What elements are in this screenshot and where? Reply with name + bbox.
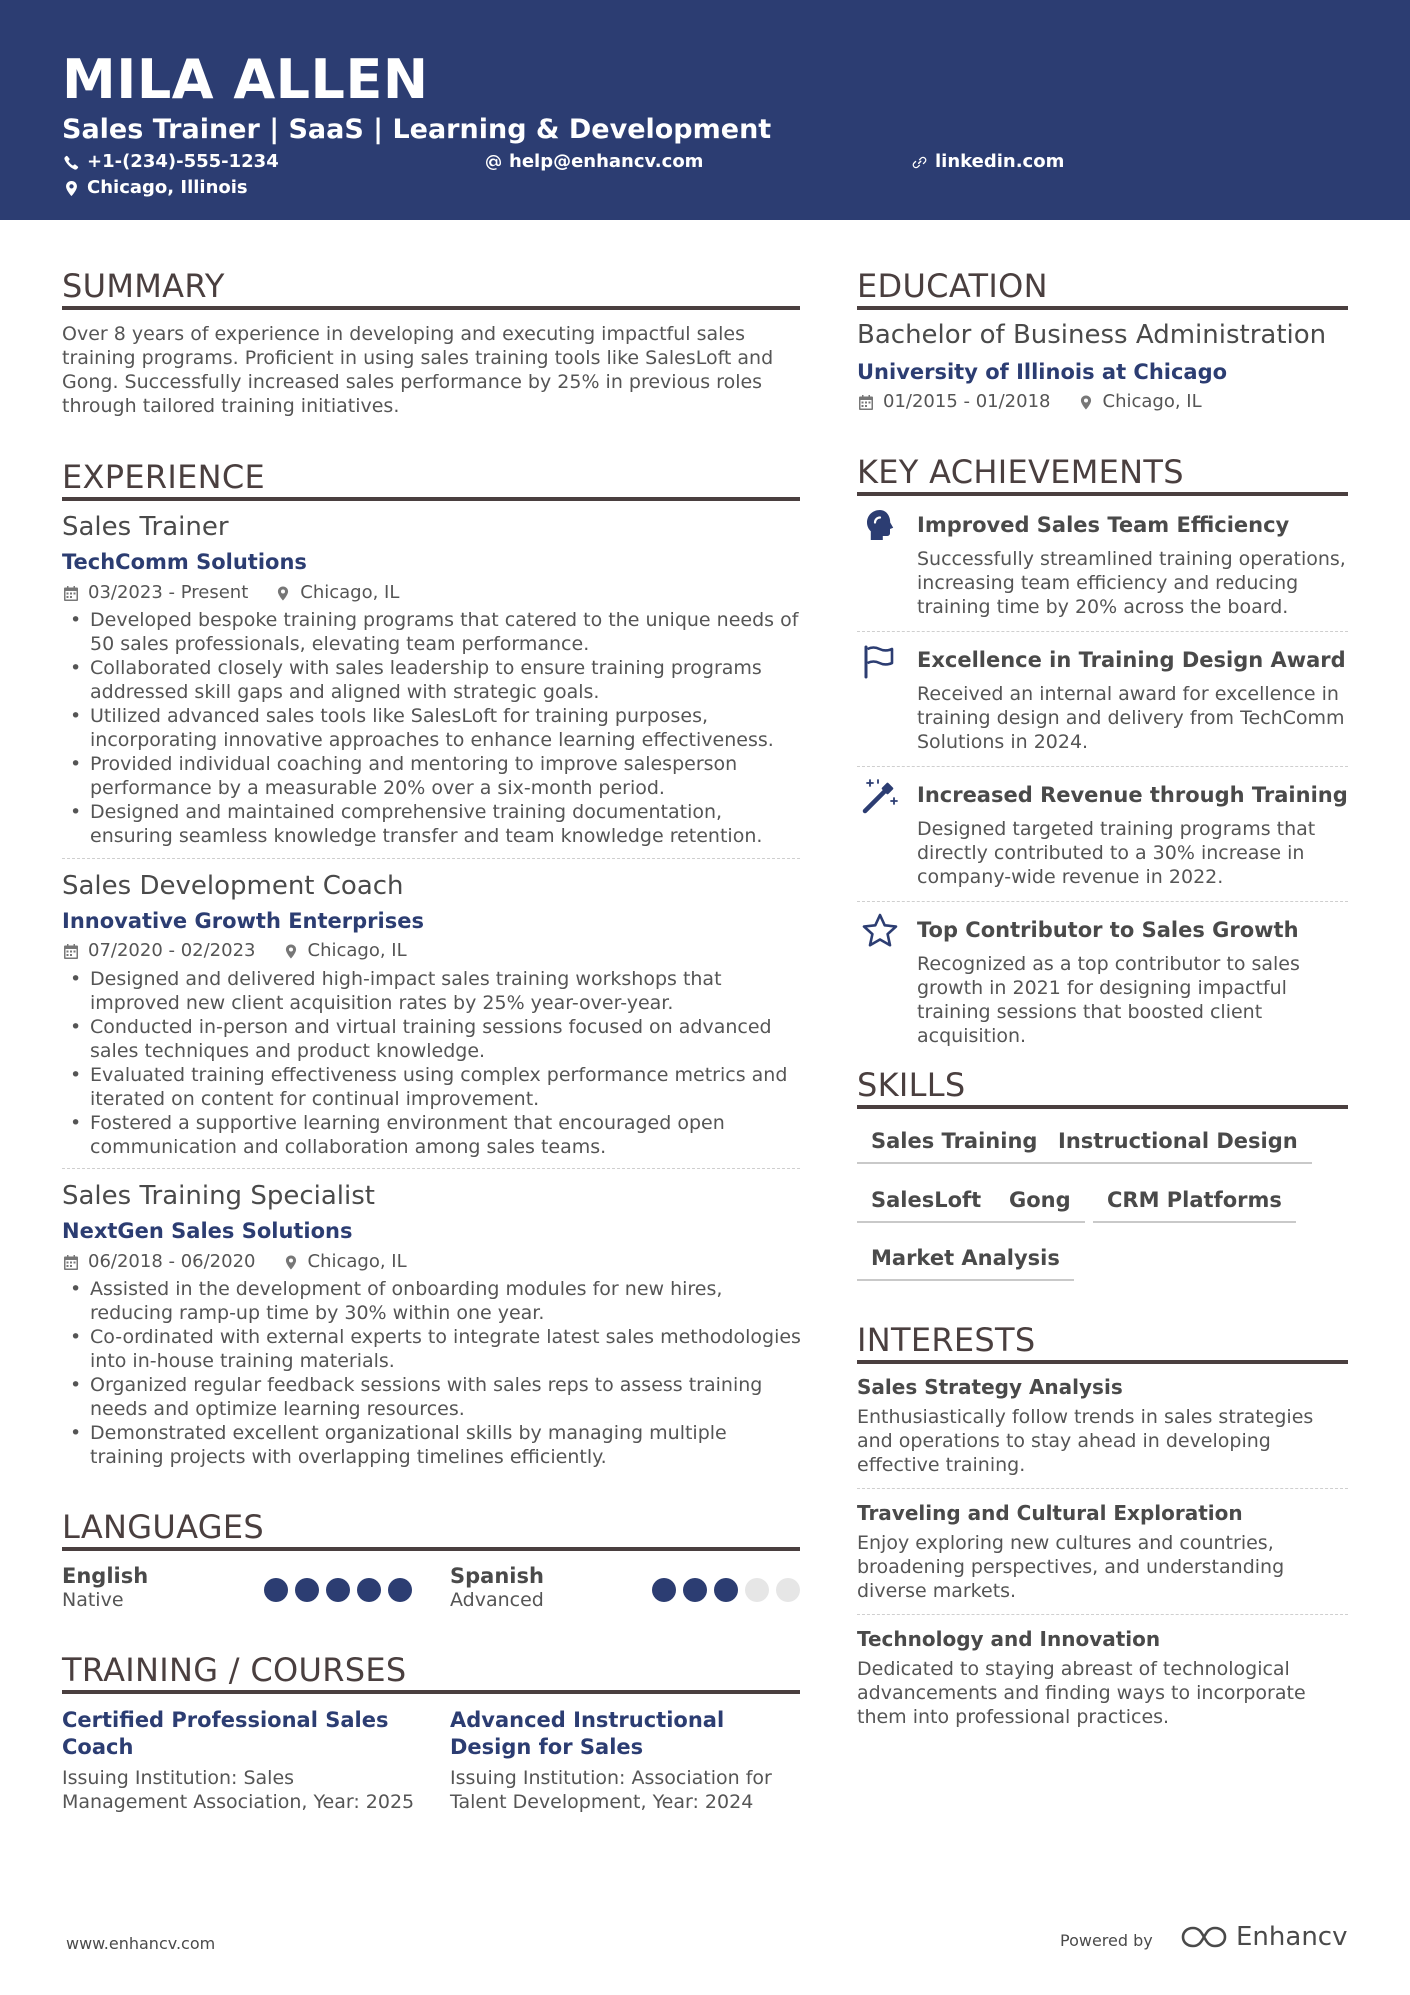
contact-location — [64, 176, 248, 200]
course-detail: Issuing Institution: Association for Talent Development, Year: 2024 — [450, 1767, 772, 1813]
rating-dot-empty — [745, 1578, 769, 1602]
job-company: TechComm Solutions — [62, 550, 307, 574]
course-title: Certified Professional Sales Coach — [62, 1708, 389, 1759]
list-item: • Designed and delivered high-impact sales training workshops that improved new client acquisition rates by 25% year-over-year. — [62, 967, 802, 1015]
candidate-title: Sales Trainer | SaaS | Learning & Development — [62, 114, 772, 145]
achievement-text: Recognized as a top contributor to sales growth in 2021 for designing impactful training sessions that boosted client acquisition. — [917, 953, 1300, 1047]
achievement-title: Improved Sales Team Efficiency — [917, 513, 1290, 537]
linkedin-text: linkedin.com — [935, 151, 1065, 172]
achievements-heading: KEY ACHIEVEMENTS — [857, 454, 1348, 496]
divider — [857, 1488, 1348, 1489]
course-item — [62, 1707, 422, 1814]
interest-text: Dedicated to staying abreast of technological advancements and finding ways to incorporate them into professional practices. — [857, 1658, 1306, 1728]
interest-item — [857, 1500, 1352, 1603]
experience-heading: EXPERIENCE — [62, 459, 800, 501]
achievement-title: Top Contributor to Sales Growth — [917, 918, 1299, 942]
language-name: Spanish — [450, 1564, 544, 1588]
interest-title: Sales Strategy Analysis — [857, 1375, 1123, 1399]
divider — [857, 766, 1348, 767]
divider — [857, 901, 1348, 902]
enhancv-logo-icon — [1180, 1924, 1228, 1950]
list-item: • Designed and maintained comprehensive training documentation, ensuring seamless knowledge transfer and team knowledge retention. — [62, 800, 802, 848]
language-rating — [652, 1578, 800, 1602]
skills-heading: SKILLS — [857, 1067, 1348, 1109]
list-item: • Provided individual coaching and mentoring to improve salesperson performance by a measurable 20% over a six-month period. — [62, 752, 802, 800]
education-heading: EDUCATION — [857, 268, 1348, 310]
list-item: • Developed bespoke training programs that catered to the unique needs of 50 sales professionals, elevating team performance. — [62, 608, 802, 656]
rating-dot-filled — [295, 1578, 319, 1602]
contact-email[interactable] — [486, 150, 703, 174]
language-item — [62, 1564, 148, 1612]
course-title: Advanced Instructional Design for Sales — [450, 1708, 725, 1759]
achievement-text: Designed targeted training programs that directly contributed to a 30% increase in company-wide revenue in 2022. — [917, 818, 1316, 888]
language-level: Native — [62, 1589, 124, 1611]
skill-tag: SalesLoft — [857, 1179, 995, 1223]
interest-text: Enjoy exploring new cultures and countries, broadening perspectives, and understanding diverse markets. — [857, 1532, 1285, 1602]
divider — [62, 858, 800, 859]
link-icon — [912, 155, 927, 170]
interest-title: Technology and Innovation — [857, 1627, 1161, 1651]
location-text: Chicago, Illinois — [87, 177, 248, 198]
job-role: Sales Development Coach — [62, 871, 404, 901]
school: University of Illinois at Chicago — [857, 360, 1228, 384]
calendar-icon — [64, 944, 78, 959]
enhancv-brand: Enhancv — [1236, 1922, 1348, 1952]
degree: Bachelor of Business Administration — [857, 320, 1327, 350]
star-icon — [860, 911, 900, 951]
list-item: • Collaborated closely with sales leadership to ensure training programs addressed skill gaps and aligned with strategic goals. — [62, 656, 802, 704]
phone-icon — [64, 155, 79, 170]
job-location: Chicago, IL — [307, 940, 407, 961]
job-meta — [64, 1251, 407, 1273]
list-item: • Assisted in the development of onboarding modules for new hires, reducing ramp-up time by 30% within one year. — [62, 1277, 802, 1325]
course-detail: Issuing Institution: Sales Management Association, Year: 2025 — [62, 1767, 415, 1813]
job-dates: 06/2018 - 06/2020 — [88, 1251, 256, 1272]
education-meta — [859, 391, 1202, 413]
calendar-icon — [64, 1255, 78, 1270]
job-dates: 03/2023 - Present — [88, 582, 249, 603]
job-role: Sales Training Specialist — [62, 1181, 375, 1211]
divider — [857, 631, 1348, 632]
language-rating — [264, 1578, 412, 1602]
contact-phone[interactable] — [64, 150, 279, 174]
location-pin-icon — [1079, 395, 1093, 410]
summary-heading: SUMMARY — [62, 268, 800, 310]
location-pin-icon — [284, 944, 298, 959]
education-dates: 01/2015 - 01/2018 — [883, 391, 1051, 412]
job-company: Innovative Growth Enterprises — [62, 909, 424, 933]
enhancv-logo[interactable] — [1180, 1922, 1347, 1952]
achievement-title: Excellence in Training Design Award — [917, 648, 1346, 672]
list-item: • Utilized advanced sales tools like SalesLoft for training purposes, incorporating innovative approaches to enhance learning effectiveness. — [62, 704, 802, 752]
rating-dot-empty — [776, 1578, 800, 1602]
skill-tag: Sales Training — [857, 1120, 1051, 1164]
education-location: Chicago, IL — [1102, 391, 1202, 412]
divider — [857, 1614, 1348, 1615]
rating-dot-filled — [683, 1578, 707, 1602]
phone-text: +1-(234)-555-1234 — [87, 151, 279, 172]
rating-dot-filled — [652, 1578, 676, 1602]
summary-text: Over 8 years of experience in developing and executing impactful sales training programs. Proficient in using sales training tools like SalesLoft and Gong. Successfully increased sales performance by 25% in previous roles through tailored training initiatives. — [62, 323, 774, 417]
job-company: NextGen Sales Solutions — [62, 1219, 353, 1243]
magic-wand-icon — [860, 776, 900, 816]
language-name: English — [62, 1564, 149, 1588]
rating-dot-filled — [264, 1578, 288, 1602]
email-text: help@enhancv.com — [509, 151, 704, 172]
head-icon — [860, 506, 900, 546]
skill-tag: Instructional Design — [1044, 1120, 1312, 1164]
list-item: • Conducted in-person and virtual training sessions focused on advanced sales techniques and product knowledge. — [62, 1015, 802, 1063]
interest-title: Traveling and Cultural Exploration — [857, 1501, 1243, 1525]
achievement-item — [917, 782, 1353, 889]
candidate-name: MILA ALLEN — [62, 48, 429, 111]
divider — [62, 1168, 800, 1169]
flag-icon — [860, 641, 900, 681]
list-item: • Demonstrated excellent organizational skills by managing multiple training projects with overlapping timelines efficiently. — [62, 1421, 802, 1469]
list-item: • Evaluated training effectiveness using complex performance metrics and iterated on content for continual improvement. — [62, 1063, 802, 1111]
training-heading: TRAINING / COURSES — [62, 1652, 800, 1694]
achievement-item — [917, 512, 1353, 619]
job-role: Sales Trainer — [62, 512, 229, 542]
language-item — [450, 1564, 544, 1612]
rating-dot-filled — [714, 1578, 738, 1602]
at-icon — [486, 155, 501, 170]
job-bullets — [62, 967, 802, 1159]
interests-heading: INTERESTS — [857, 1322, 1348, 1364]
job-meta — [64, 582, 399, 604]
calendar-icon — [64, 586, 78, 601]
list-item: • Organized regular feedback sessions with sales reps to assess training needs and optimize learning resources. — [62, 1373, 802, 1421]
interest-text: Enthusiastically follow trends in sales strategies and operations to stay ahead in developing effective training. — [857, 1406, 1314, 1476]
rating-dot-filled — [326, 1578, 350, 1602]
language-level: Advanced — [450, 1589, 544, 1611]
rating-dot-filled — [357, 1578, 381, 1602]
rating-dot-filled — [388, 1578, 412, 1602]
footer-powered-by: Powered by — [1060, 1931, 1153, 1950]
job-meta — [64, 940, 407, 962]
achievement-text: Successfully streamlined training operations, increasing team efficiency and reducing training time by 20% across the board. — [917, 548, 1346, 618]
achievement-title: Increased Revenue through Training — [917, 783, 1348, 807]
footer-url[interactable]: www.enhancv.com — [66, 1934, 216, 1953]
job-bullets — [62, 1277, 802, 1469]
achievement-text: Received an internal award for excellence in training design and delivery from TechComm Solutions in 2024. — [917, 683, 1345, 753]
skill-tag: CRM Platforms — [1093, 1179, 1296, 1223]
resume-header — [0, 0, 1410, 220]
interest-item — [857, 1374, 1352, 1477]
list-item: • Fostered a supportive learning environment that encouraged open communication and collaboration among sales teams. — [62, 1111, 802, 1159]
achievement-item — [917, 647, 1353, 754]
skill-tag: Market Analysis — [857, 1237, 1074, 1281]
calendar-icon — [859, 395, 873, 410]
location-pin-icon — [276, 586, 290, 601]
skill-tag: Gong — [995, 1179, 1085, 1223]
languages-heading: LANGUAGES — [62, 1509, 800, 1551]
location-pin-icon — [284, 1255, 298, 1270]
job-bullets — [62, 608, 802, 848]
course-item — [450, 1707, 802, 1814]
job-location: Chicago, IL — [300, 582, 400, 603]
contact-linkedin[interactable] — [912, 150, 1064, 174]
interest-item — [857, 1626, 1352, 1729]
achievement-item — [917, 917, 1353, 1048]
list-item: • Co-ordinated with external experts to integrate latest sales methodologies into in-house training materials. — [62, 1325, 802, 1373]
job-dates: 07/2020 - 02/2023 — [88, 940, 256, 961]
job-location: Chicago, IL — [307, 1251, 407, 1272]
location-pin-icon — [64, 181, 79, 196]
